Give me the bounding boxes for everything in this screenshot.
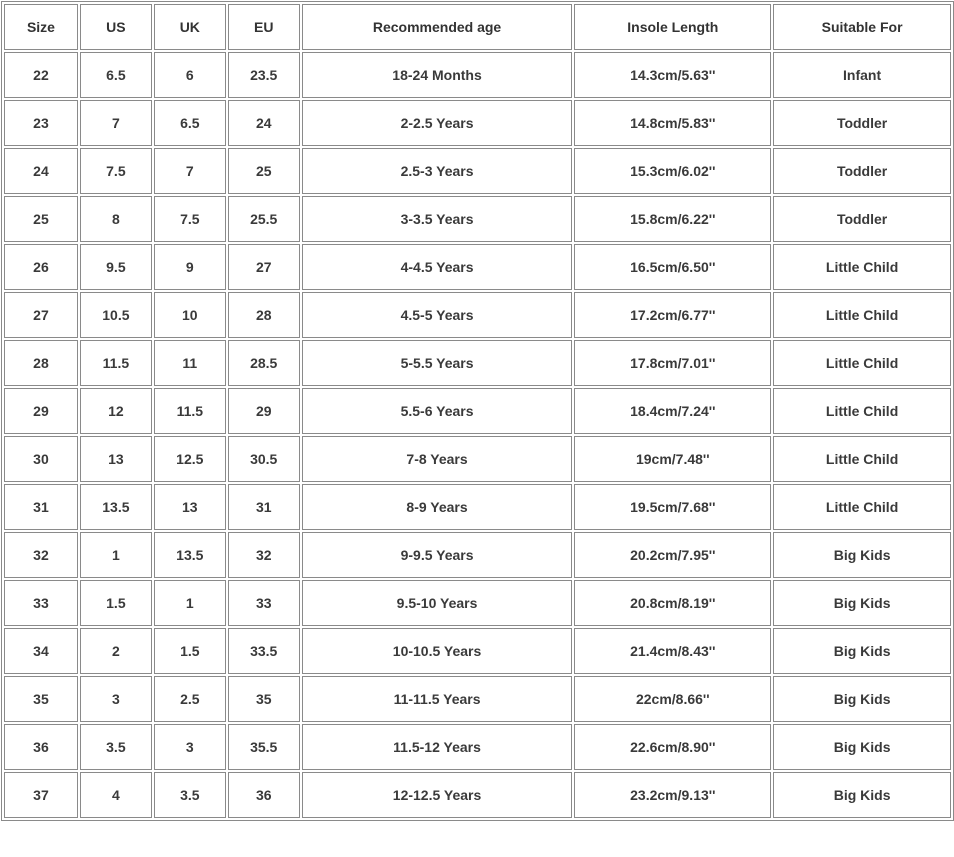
cell-us: 11.5 (80, 340, 152, 386)
cell-insole-length: 19cm/7.48'' (574, 436, 771, 482)
cell-insole-length: 20.2cm/7.95'' (574, 532, 771, 578)
cell-size: 25 (4, 196, 78, 242)
cell-size: 24 (4, 148, 78, 194)
header-uk: UK (154, 4, 226, 50)
cell-uk: 7.5 (154, 196, 226, 242)
cell-insole-length: 14.8cm/5.83'' (574, 100, 771, 146)
header-us: US (80, 4, 152, 50)
cell-uk: 2.5 (154, 676, 226, 722)
header-insole-length: Insole Length (574, 4, 771, 50)
cell-insole-length: 19.5cm/7.68'' (574, 484, 771, 530)
cell-eu: 35 (228, 676, 300, 722)
cell-insole-length: 23.2cm/9.13'' (574, 772, 771, 818)
cell-insole-length: 16.5cm/6.50'' (574, 244, 771, 290)
cell-insole-length: 18.4cm/7.24'' (574, 388, 771, 434)
cell-size: 32 (4, 532, 78, 578)
cell-us: 10.5 (80, 292, 152, 338)
cell-uk: 13.5 (154, 532, 226, 578)
cell-suitable-for: Big Kids (773, 532, 951, 578)
cell-us: 1 (80, 532, 152, 578)
table-row (4, 484, 951, 530)
cell-suitable-for: Big Kids (773, 628, 951, 674)
cell-uk: 11.5 (154, 388, 226, 434)
cell-size: 22 (4, 52, 78, 98)
table-body (4, 52, 951, 818)
cell-size: 23 (4, 100, 78, 146)
cell-eu: 25.5 (228, 196, 300, 242)
cell-suitable-for: Little Child (773, 292, 951, 338)
cell-us: 4 (80, 772, 152, 818)
cell-us: 13.5 (80, 484, 152, 530)
cell-eu: 28.5 (228, 340, 300, 386)
cell-uk: 6 (154, 52, 226, 98)
cell-suitable-for: Toddler (773, 196, 951, 242)
cell-suitable-for: Infant (773, 52, 951, 98)
header-suitable-for: Suitable For (773, 4, 951, 50)
cell-eu: 35.5 (228, 724, 300, 770)
header-size: Size (4, 4, 78, 50)
cell-suitable-for: Little Child (773, 244, 951, 290)
table-row (4, 292, 951, 338)
cell-suitable-for: Big Kids (773, 580, 951, 626)
table-row (4, 724, 951, 770)
cell-us: 2 (80, 628, 152, 674)
cell-eu: 23.5 (228, 52, 300, 98)
cell-eu: 29 (228, 388, 300, 434)
table-row (4, 772, 951, 818)
cell-suitable-for: Big Kids (773, 772, 951, 818)
cell-insole-length: 17.8cm/7.01'' (574, 340, 771, 386)
cell-suitable-for: Big Kids (773, 724, 951, 770)
table-row (4, 196, 951, 242)
table-row (4, 100, 951, 146)
header-recommended-age: Recommended age (302, 4, 573, 50)
cell-suitable-for: Toddler (773, 100, 951, 146)
cell-size: 29 (4, 388, 78, 434)
cell-eu: 33 (228, 580, 300, 626)
cell-recommended-age: 9.5-10 Years (302, 580, 573, 626)
cell-recommended-age: 3-3.5 Years (302, 196, 573, 242)
size-chart-table (1, 1, 954, 821)
cell-eu: 33.5 (228, 628, 300, 674)
cell-eu: 24 (228, 100, 300, 146)
cell-insole-length: 14.3cm/5.63'' (574, 52, 771, 98)
cell-recommended-age: 9-9.5 Years (302, 532, 573, 578)
cell-size: 34 (4, 628, 78, 674)
cell-uk: 9 (154, 244, 226, 290)
cell-size: 26 (4, 244, 78, 290)
cell-suitable-for: Little Child (773, 388, 951, 434)
cell-size: 27 (4, 292, 78, 338)
cell-us: 3.5 (80, 724, 152, 770)
cell-suitable-for: Big Kids (773, 676, 951, 722)
cell-us: 13 (80, 436, 152, 482)
cell-us: 9.5 (80, 244, 152, 290)
cell-insole-length: 22cm/8.66'' (574, 676, 771, 722)
cell-insole-length: 22.6cm/8.90'' (574, 724, 771, 770)
cell-recommended-age: 18-24 Months (302, 52, 573, 98)
cell-insole-length: 20.8cm/8.19'' (574, 580, 771, 626)
table-row (4, 340, 951, 386)
cell-suitable-for: Little Child (773, 484, 951, 530)
table-row (4, 388, 951, 434)
cell-size: 33 (4, 580, 78, 626)
cell-eu: 28 (228, 292, 300, 338)
cell-recommended-age: 7-8 Years (302, 436, 573, 482)
cell-recommended-age: 5-5.5 Years (302, 340, 573, 386)
cell-size: 28 (4, 340, 78, 386)
cell-uk: 1.5 (154, 628, 226, 674)
cell-recommended-age: 11-11.5 Years (302, 676, 573, 722)
cell-recommended-age: 2.5-3 Years (302, 148, 573, 194)
cell-uk: 11 (154, 340, 226, 386)
cell-insole-length: 15.3cm/6.02'' (574, 148, 771, 194)
cell-suitable-for: Toddler (773, 148, 951, 194)
cell-size: 31 (4, 484, 78, 530)
cell-us: 12 (80, 388, 152, 434)
cell-recommended-age: 4-4.5 Years (302, 244, 573, 290)
table-row (4, 532, 951, 578)
cell-size: 35 (4, 676, 78, 722)
cell-eu: 27 (228, 244, 300, 290)
table-row (4, 148, 951, 194)
header-row (4, 4, 951, 50)
cell-suitable-for: Little Child (773, 340, 951, 386)
cell-insole-length: 21.4cm/8.43'' (574, 628, 771, 674)
cell-us: 3 (80, 676, 152, 722)
cell-uk: 3.5 (154, 772, 226, 818)
cell-recommended-age: 4.5-5 Years (302, 292, 573, 338)
cell-us: 7.5 (80, 148, 152, 194)
cell-eu: 36 (228, 772, 300, 818)
cell-recommended-age: 12-12.5 Years (302, 772, 573, 818)
cell-insole-length: 17.2cm/6.77'' (574, 292, 771, 338)
cell-us: 6.5 (80, 52, 152, 98)
cell-uk: 1 (154, 580, 226, 626)
cell-us: 8 (80, 196, 152, 242)
cell-recommended-age: 5.5-6 Years (302, 388, 573, 434)
cell-uk: 13 (154, 484, 226, 530)
table-header (4, 4, 951, 50)
cell-uk: 12.5 (154, 436, 226, 482)
cell-eu: 31 (228, 484, 300, 530)
cell-us: 1.5 (80, 580, 152, 626)
table-row (4, 628, 951, 674)
cell-eu: 32 (228, 532, 300, 578)
cell-size: 37 (4, 772, 78, 818)
cell-eu: 30.5 (228, 436, 300, 482)
table-row (4, 52, 951, 98)
cell-eu: 25 (228, 148, 300, 194)
cell-suitable-for: Little Child (773, 436, 951, 482)
table-row (4, 580, 951, 626)
cell-size: 36 (4, 724, 78, 770)
table-row (4, 436, 951, 482)
table-row (4, 244, 951, 290)
cell-us: 7 (80, 100, 152, 146)
cell-recommended-age: 2-2.5 Years (302, 100, 573, 146)
cell-size: 30 (4, 436, 78, 482)
cell-recommended-age: 8-9 Years (302, 484, 573, 530)
header-eu: EU (228, 4, 300, 50)
cell-uk: 3 (154, 724, 226, 770)
table-row (4, 676, 951, 722)
cell-recommended-age: 11.5-12 Years (302, 724, 573, 770)
cell-uk: 10 (154, 292, 226, 338)
cell-uk: 7 (154, 148, 226, 194)
cell-insole-length: 15.8cm/6.22'' (574, 196, 771, 242)
cell-recommended-age: 10-10.5 Years (302, 628, 573, 674)
cell-uk: 6.5 (154, 100, 226, 146)
